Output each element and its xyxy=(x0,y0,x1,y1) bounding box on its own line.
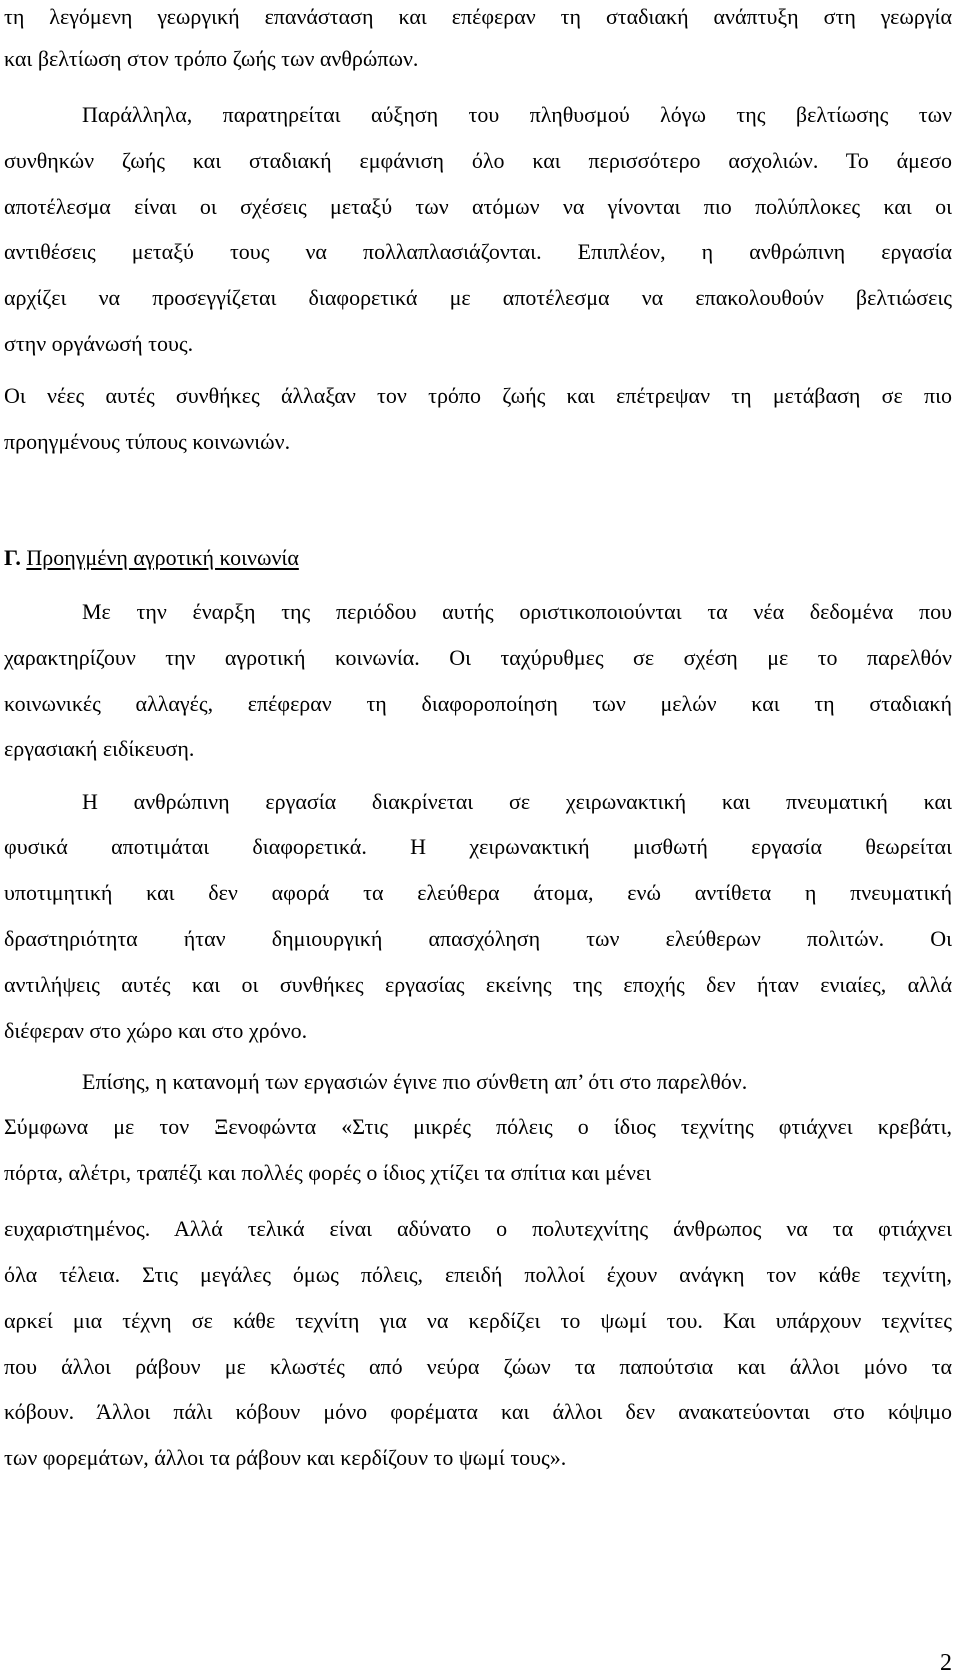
text-line: αντιθέσεις μεταξύ τους να πολλαπλασιάζονται. Επιπλέον, η ανθρώπινη εργασία xyxy=(4,239,952,264)
text-line: των φορεμάτων, άλλοι τα ράβουν και κερδίζουν το ψωμί τους». xyxy=(4,1445,567,1470)
text-line: που άλλοι ράβουν με κλωστές από νεύρα ζώων τα παπούτσια και άλλοι μόνο τα xyxy=(4,1354,952,1379)
text-line: αποτέλεσμα είναι οι σχέσεις μεταξύ των ατόμων να γίνονται πιο πολύπλοκες και οι xyxy=(4,194,952,219)
text-line: συνθηκών ζωής και σταδιακή εμφάνιση όλο και περισσότερο ασχολιών. Το άμεσο xyxy=(4,148,952,173)
text-line: Σύμφωνα με τον Ξενοφώντα «Στις μικρές πόλεις ο ίδιος τεχνίτης φτιάχνει κρεβάτι, xyxy=(4,1114,952,1139)
section-heading xyxy=(4,547,299,569)
text-line: κοινωνικές αλλαγές, επέφεραν τη διαφοροποίηση των μελών και τη σταδιακή xyxy=(4,691,952,716)
section-letter: Γ. xyxy=(4,545,21,570)
text-line: Επίσης, η κατανομή των εργασιών έγινε πιο σύνθετη απ’ ότι στο παρελθόν. xyxy=(82,1069,748,1094)
text-line: Με την έναρξη της περιόδου αυτής οριστικοποιούνται τα νέα δεδομένα που xyxy=(82,599,952,624)
text-line: Οι νέες αυτές συνθήκες άλλαξαν τον τρόπο ζωής και επέτρεψαν τη μετάβαση σε πιο xyxy=(4,383,952,408)
text-line: προηγμένους τύπους κοινωνιών. xyxy=(4,429,291,454)
text-line: φυσικά αποτιμάται διαφορετικά. Η χειρωνακτική μισθωτή εργασία θεωρείται xyxy=(4,834,952,859)
text-line: Η ανθρώπινη εργασία διακρίνεται σε χειρωνακτική και πνευματική και xyxy=(82,789,952,814)
text-line: όλα τέλεια. Στις μεγάλες όμως πόλεις, επειδή πολλοί έχουν ανάγκη τον κάθε τεχνίτη, xyxy=(4,1262,952,1287)
text-line: κόβουν. Άλλοι πάλι κόβουν μόνο φορέματα και άλλοι δεν ανακατεύονται στο κόψιμο xyxy=(4,1399,952,1424)
text-line: αρχίζει να προσεγγίζεται διαφορετικά με αποτέλεσμα να επακολουθούν βελτιώσεις xyxy=(4,285,952,310)
text-line: αρκεί μια τέχνη σε κάθε τεχνίτη για να κερδίζει το ψωμί του. Και υπάρχουν τεχνίτες xyxy=(4,1308,952,1333)
page-number: 2 xyxy=(940,1650,952,1676)
text-line: χαρακτηρίζουν την αγροτική κοινωνία. Οι ταχύρυθμες σε σχέση με το παρελθόν xyxy=(4,645,952,670)
text-line: διέφεραν στο χώρο και στο χρόνο. xyxy=(4,1018,308,1043)
text-line: υποτιμητική και δεν αφορά τα ελεύθερα άτομα, ενώ αντίθετα η πνευματική xyxy=(4,880,952,905)
text-line: τη λεγόμενη γεωργική επανάσταση και επέφεραν τη σταδιακή ανάπτυξη στη γεωργία xyxy=(4,4,952,29)
text-line: πόρτα, αλέτρι, τραπέζι και πολλές φορές ο ίδιος χτίζει τα σπίτια και μένει xyxy=(4,1160,652,1185)
text-line: ευχαριστημένος. Αλλά τελικά είναι αδύνατο ο πολυτεχνίτης άνθρωπος να τα φτιάχνει xyxy=(4,1216,952,1241)
text-line: εργασιακή ειδίκευση. xyxy=(4,736,195,761)
text-line: αντιλήψεις αυτές και οι συνθήκες εργασίας εκείνης της εποχής δεν ήταν ενιαίες, αλλά xyxy=(4,972,952,997)
text-line: και βελτίωση στον τρόπο ζωής των ανθρώπων. xyxy=(4,46,419,71)
section-title: Προηγμένη αγροτική κοινωνία xyxy=(26,545,299,570)
text-line: στην οργάνωσή τους. xyxy=(4,331,194,356)
text-line: Παράλληλα, παρατηρείται αύξηση του πληθυσμού λόγω της βελτίωσης των xyxy=(82,102,952,127)
text-line: δραστηριότητα ήταν δημιουργική απασχόληση των ελεύθερων πολιτών. Οι xyxy=(4,926,952,951)
